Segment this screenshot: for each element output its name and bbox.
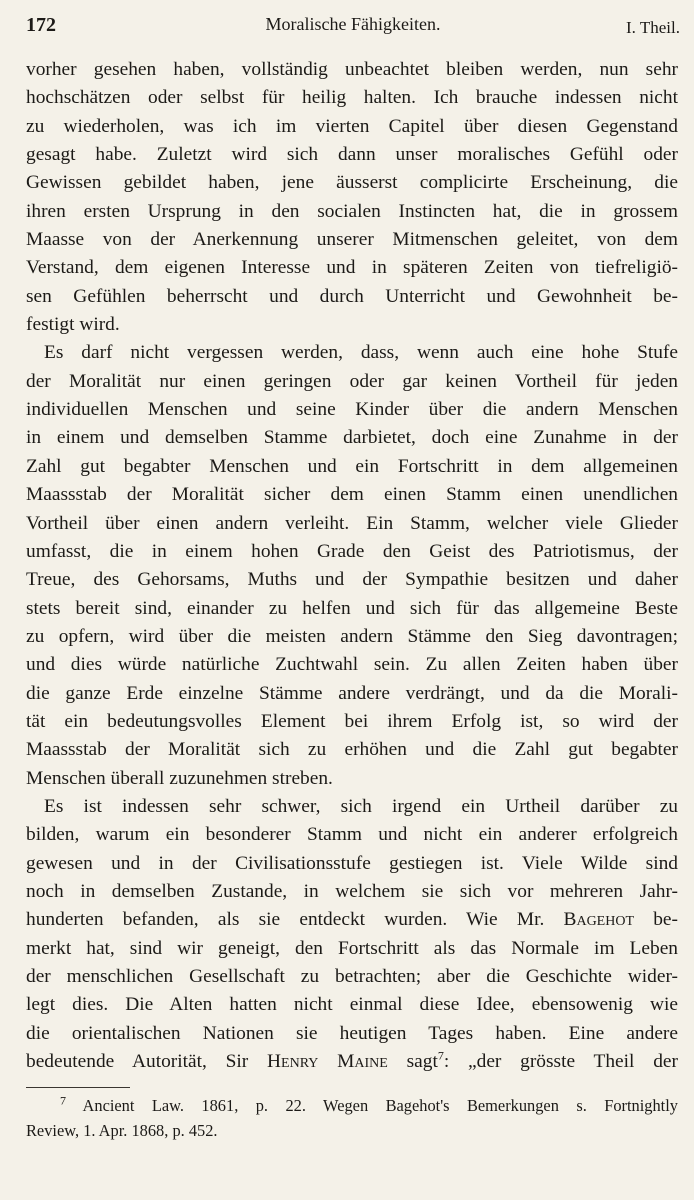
text-line: noch in demselben Zustande, in welchem sie sich vor mehreren Jahr- xyxy=(26,880,678,902)
part-label: I. Theil. xyxy=(626,18,680,37)
text-line: Maassstab der Moralität sich zu erhöhen und die Zahl gut begabter xyxy=(26,739,678,761)
text-segment: sagt xyxy=(406,1051,438,1073)
text-line: Verstand, dem eigenen Interesse und in späteren Zeiten von tiefreligiö- xyxy=(26,257,678,279)
text-line: legt dies. Die Alten hatten nicht einmal diese Idee, ebensowenig wie xyxy=(26,994,678,1016)
text-line: zu opfern, wird über die meisten andern Stämme den Sieg davontragen; xyxy=(26,625,678,647)
text-line: festigt wird. xyxy=(26,314,120,336)
text-segment: hunderten befanden, als sie entdeckt wurden. Wie Mr. xyxy=(26,909,545,931)
text-segment: : „der grösste Theil der xyxy=(443,1051,678,1073)
text-line: sen Gefühlen beherrscht und durch Unterricht und Gewohnheit be- xyxy=(26,285,678,307)
text-line: hochschätzen oder selbst für heilig halten. Ich brauche indessen nicht xyxy=(26,87,678,109)
text-line: Gewissen gebildet haben, jene äusserst complicirte Erscheinung, die xyxy=(26,172,678,194)
footnote-text: Ancient Law. 1861, p. 22. Wegen Bagehot's Bemerkungen s. Fortnightly xyxy=(82,1096,678,1115)
author-name-maine: Henry Maine xyxy=(267,1051,388,1073)
text-line: und dies würde natürliche Zuchtwahl sein. Zu allen Zeiten haben über xyxy=(26,654,678,676)
text-line: merkt hat, sind wir geneigt, den Fortschritt als das Normale im Leben xyxy=(26,937,678,959)
footnote-line xyxy=(26,1093,678,1118)
text-line: der menschlichen Gesellschaft zu betrachten; aber die Geschichte wider- xyxy=(26,966,678,987)
text-line: ihren ersten Ursprung in den socialen Instincten hat, die in grossem xyxy=(26,200,678,222)
text-line: gesagt habe. Zuletzt wird sich dann unser moralisches Gefühl oder xyxy=(26,144,678,166)
text-line: bilden, warum ein besonderer Stamm und nicht ein anderer erfolgreich xyxy=(26,824,678,846)
text-line: die ganze Erde einzelne Stämme andere verdrängt, und da die Morali- xyxy=(26,682,678,704)
author-name-bagehot: Bagehot xyxy=(563,909,635,931)
text-line: umfasst, die in einem hohen Grade den Geist des Patriotismus, der xyxy=(26,540,678,562)
running-title: Moralische Fähigkeiten. xyxy=(265,14,441,34)
text-line: Maasse von der Anerkennung unserer Mitmenschen geleitet, von dem xyxy=(26,229,678,251)
text-line: Es darf nicht vergessen werden, dass, wenn auch eine hohe Stufe xyxy=(44,342,678,364)
running-header xyxy=(26,14,680,44)
page-number: 172 xyxy=(26,14,56,36)
footnote-line: Review, 1. Apr. 1868, p. 452. xyxy=(26,1121,218,1140)
text-line: Vortheil über einen andern verleiht. Ein Stamm, welcher viele Glieder xyxy=(26,512,678,534)
text-segment: bedeutende Autorität, Sir xyxy=(26,1051,249,1073)
text-line: tät ein bedeutungsvolles Element bei ihrem Erfolg ist, so wird der xyxy=(26,710,678,732)
text-line xyxy=(26,1048,678,1076)
text-line: Maassstab der Moralität sicher dem einen Stamm einen unendlichen xyxy=(26,484,678,506)
text-line: Es ist indessen sehr schwer, sich irgend ein Urtheil darüber zu xyxy=(44,795,678,817)
footnote xyxy=(26,1093,678,1143)
text-line: Treue, des Gehorsams, Muths und der Sympathie besitzen und daher xyxy=(26,569,678,591)
text-segment: be- xyxy=(653,909,678,931)
footnote-marker: 7 xyxy=(60,1093,66,1108)
footnote-ref[interactable]: 7 xyxy=(437,1048,444,1063)
text-line: Menschen überall zuzunehmen streben. xyxy=(26,767,333,789)
text-line: stets bereit sind, einander zu helfen und sich für das allgemeine Beste xyxy=(26,597,678,619)
text-line: der Moralität nur einen geringen oder gar keinen Vortheil für jeden xyxy=(26,370,678,392)
text-line: gewesen und in der Civilisationsstufe gestiegen ist. Viele Wilde sind xyxy=(26,852,678,874)
footnote-divider xyxy=(26,1087,130,1088)
text-line: zu wiederholen, was ich im vierten Capitel über diesen Gegenstand xyxy=(26,115,678,137)
text-line: die orientalischen Nationen sie heutigen Tages haben. Eine andere xyxy=(26,1022,678,1044)
text-line xyxy=(26,906,678,934)
text-line: individuellen Menschen und seine Kinder über die andern Menschen xyxy=(26,399,678,421)
body-text xyxy=(26,56,678,1076)
text-line: Zahl gut begabter Menschen und ein Fortschritt in dem allgemeinen xyxy=(26,455,678,477)
text-line: in einem und demselben Stamme darbietet, doch eine Zunahme in der xyxy=(26,427,678,449)
text-line: vorher gesehen haben, vollständig unbeachtet bleiben werden, nun sehr xyxy=(26,59,678,80)
